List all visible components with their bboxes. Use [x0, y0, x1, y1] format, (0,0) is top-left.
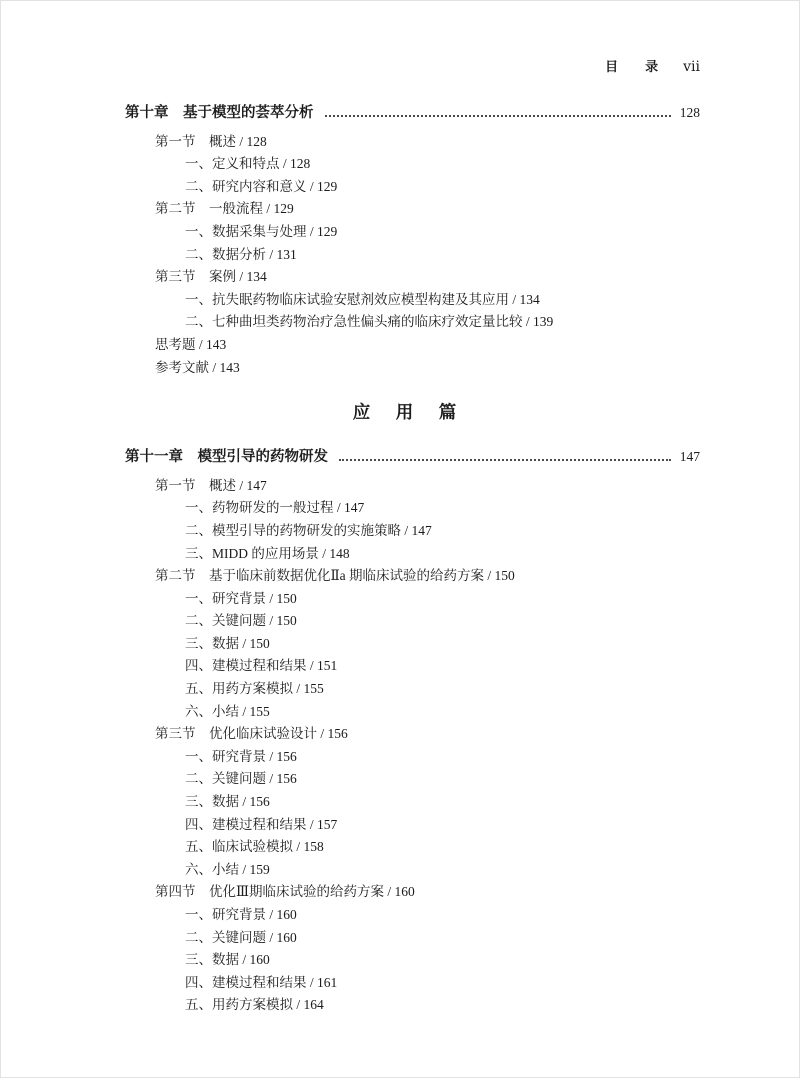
toc-section-entry: 第三节 优化临床试验设计 / 156: [155, 726, 348, 742]
toc-subsection-entry: 二、关键问题 / 150: [185, 613, 297, 629]
toc-section-entry: 第四节 优化Ⅲ期临床试验的给药方案 / 160: [155, 884, 415, 900]
toc-chapter-entry: [125, 102, 700, 125]
toc-subsection-entry: 一、抗失眠药物临床试验安慰剂效应模型构建及其应用 / 134: [185, 291, 540, 307]
toc-subsection-entry: 一、研究背景 / 156: [185, 748, 297, 764]
toc-list: [125, 102, 700, 1017]
dotted-leader: [339, 459, 671, 461]
toc-subsection-entry: 一、研究背景 / 160: [185, 907, 297, 922]
part-heading: 应 用 篇: [352, 402, 461, 423]
toc-subsection-entry: 二、模型引导的药物研发的实施策略 / 147: [185, 522, 432, 538]
chapter-page-number: 147: [679, 449, 700, 465]
toc-section-entry: 思考题 / 143: [155, 336, 227, 352]
toc-section-entry: 参考文献 / 143: [155, 359, 240, 375]
toc-subsection-entry: 一、药物研发的一般过程 / 147: [185, 500, 365, 516]
toc-subsection-entry: 二、七种曲坦类药物治疗急性偏头痛的临床疗效定量比较 / 139: [185, 314, 554, 330]
chapter-title: 第十章 基于模型的荟萃分析: [125, 105, 314, 121]
dotted-leader: [325, 115, 671, 117]
toc-section-entry: 第三节 案例 / 134: [155, 269, 267, 285]
toc-subsection-entry: 二、关键问题 / 160: [185, 929, 297, 945]
running-header: [125, 56, 700, 76]
toc-subsection-entry: 二、研究内容和意义 / 129: [185, 178, 338, 194]
toc-subsection-entry: 二、数据分析 / 131: [185, 246, 297, 262]
toc-subsection-entry: 五、临床试验模拟 / 158: [185, 839, 324, 855]
toc-subsection-entry: 三、数据 / 156: [185, 794, 270, 810]
toc-chapter-entry: [125, 446, 700, 469]
toc-section-entry: 第二节 一般流程 / 129: [155, 201, 294, 217]
toc-section-entry: 第一节 概述 / 147: [155, 477, 267, 493]
toc-subsection-entry: 六、小结 / 159: [185, 861, 270, 877]
toc-subsection-entry: 三、数据 / 160: [185, 952, 270, 968]
toc-subsection-entry: 五、用药方案模拟 / 155: [185, 681, 324, 697]
chapter-title: 第十一章 模型引导的药物研发: [125, 449, 328, 466]
toc-subsection-entry: 一、数据采集与处理 / 129: [185, 223, 338, 239]
toc-subsection-entry: 一、定义和特点 / 128: [185, 156, 311, 172]
toc-subsection-entry: 四、建模过程和结果 / 161: [185, 974, 338, 990]
chapter-page-number: 128: [679, 105, 700, 120]
header-title: 目 录: [605, 59, 666, 74]
toc-section-entry: 第二节 基于临床前数据优化Ⅱa 期临床试验的给药方案 / 150: [155, 568, 515, 584]
toc-subsection-entry: 三、MIDD 的应用场景 / 148: [185, 545, 350, 561]
toc-subsection-entry: 四、建模过程和结果 / 157: [185, 816, 338, 832]
toc-subsection-entry: 四、建模过程和结果 / 151: [185, 658, 338, 674]
toc-subsection-entry: 二、关键问题 / 156: [185, 771, 297, 787]
toc-subsection-entry: 六、小结 / 155: [185, 703, 270, 719]
header-page-number: ⅶ: [683, 60, 700, 75]
toc-subsection-entry: 一、研究背景 / 150: [185, 590, 297, 606]
toc-subsection-entry: 三、数据 / 150: [185, 635, 270, 651]
toc-subsection-entry: 五、用药方案模拟 / 164: [185, 997, 324, 1013]
toc-section-entry: 第一节 概述 / 128: [155, 133, 267, 149]
